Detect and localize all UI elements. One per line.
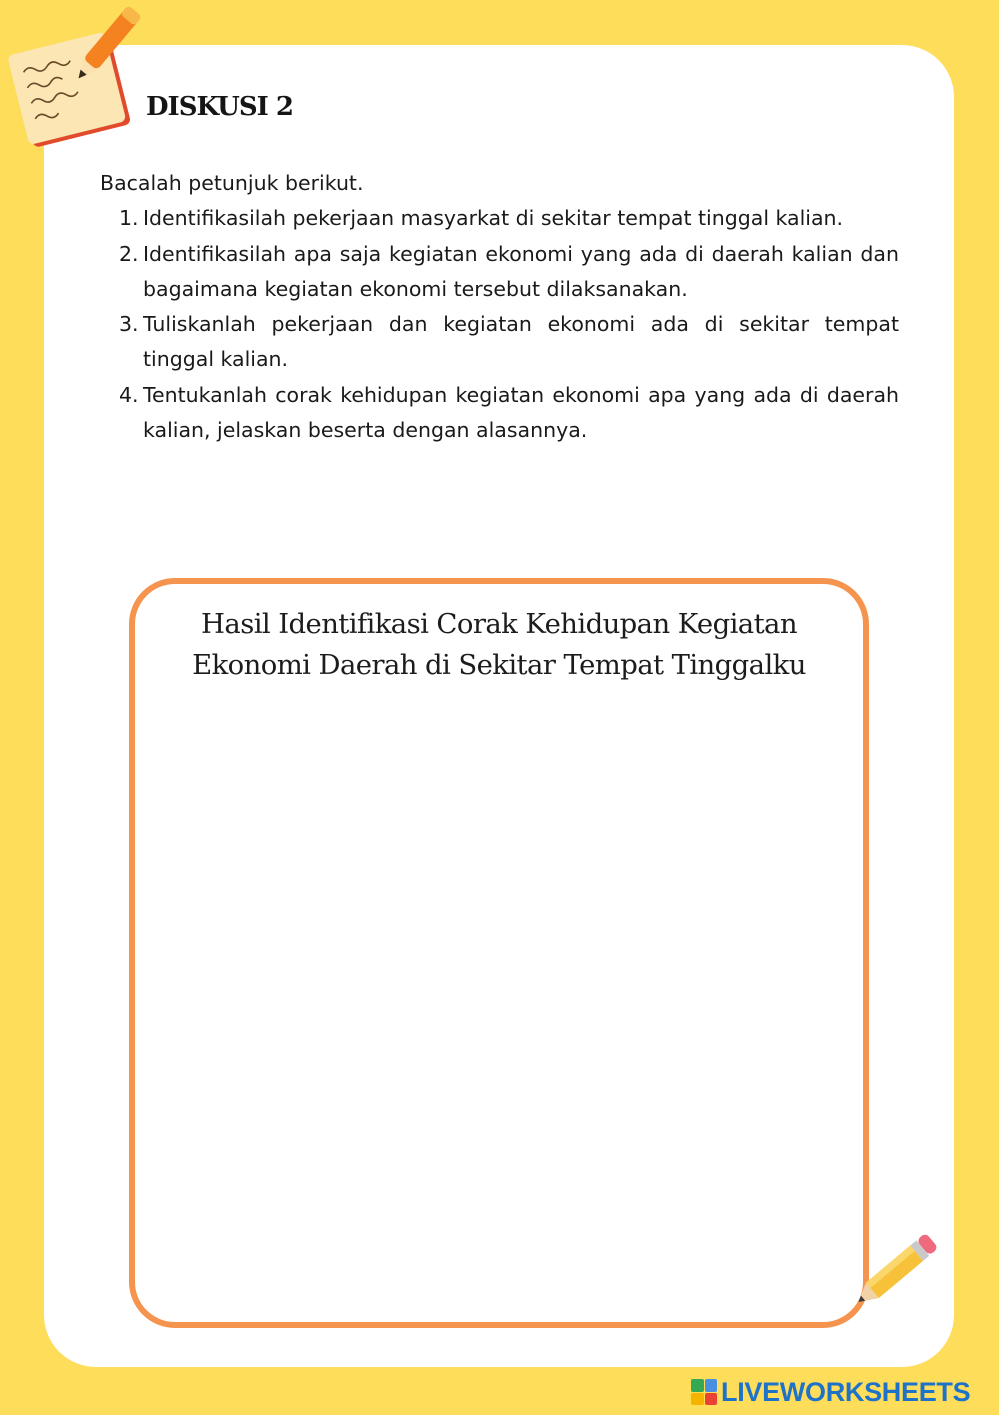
page-title: DISKUSI 2	[146, 92, 293, 122]
brand-name: LIVEWORKSHEETS	[721, 1376, 971, 1407]
notepad-pen-icon	[6, 4, 146, 152]
instruction-text: Tentukanlah corak kehidupan kegiatan ekonomi apa yang ada di daerah kalian, jelaskan beserta dengan alasannya.	[143, 382, 899, 443]
instruction-item	[100, 378, 899, 449]
liveworksheets-logo[interactable]	[691, 1376, 970, 1408]
instruction-number: 3.	[119, 312, 139, 337]
instruction-item	[100, 307, 899, 378]
instruction-text: Identifikasilah pekerjaan masyarkat di sekitar tempat tinggal kalian.	[143, 206, 844, 231]
pencil-icon	[845, 1228, 945, 1320]
instruction-list	[100, 201, 899, 448]
instruction-text: Identifikasilah apa saja kegiatan ekonomi yang ada di daerah kalian dan bagaimana kegiatan ekonomi tersebut dilaksanakan.	[143, 241, 899, 301]
instruction-number: 4.	[119, 382, 139, 407]
liveworksheets-logo-icon	[691, 1379, 717, 1405]
instruction-number: 1.	[119, 206, 139, 231]
result-box-title: Hasil Identifikasi Corak Kehidupan Kegiatan Ekonomi Daerah di Sekitar Tempat Tinggalku	[192, 608, 806, 681]
result-answer-box[interactable]	[129, 578, 869, 1328]
instruction-item	[100, 201, 899, 236]
instruction-number: 2.	[119, 241, 139, 266]
instructions-section	[100, 166, 899, 448]
instruction-item	[100, 237, 899, 308]
instruction-text: Tuliskanlah pekerjaan dan kegiatan ekonomi ada di sekitar tempat tinggal kalian.	[143, 312, 899, 372]
instructions-intro: Bacalah petunjuk berikut.	[100, 171, 364, 195]
